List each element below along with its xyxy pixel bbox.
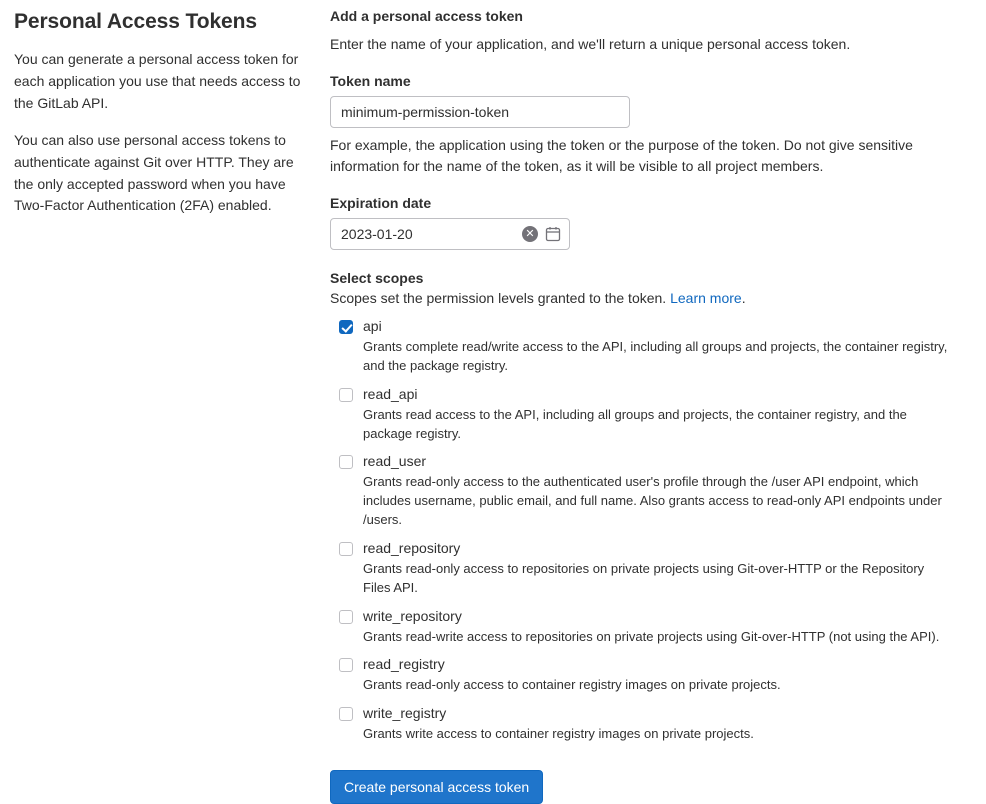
scopes-subtitle-period: . — [741, 290, 746, 306]
scope-label: write_registry — [363, 705, 447, 722]
scope-checkbox-read_registry[interactable] — [339, 658, 353, 672]
scope-label: api — [363, 318, 382, 334]
scope-checkbox-read_api[interactable] — [339, 388, 353, 402]
scope-description: Grants read-only access to container registry images on private projects. — [363, 677, 781, 693]
create-token-button[interactable]: Create personal access token — [330, 770, 543, 804]
scope-label: read_registry — [363, 656, 445, 673]
scope-description: Grants complete read/write access to the API, including all groups and projects, the container registry, and the package registry. — [363, 339, 948, 373]
expiration-date-label: Expiration date — [330, 195, 432, 211]
page-title: Personal Access Tokens — [14, 10, 257, 33]
scopes-subtitle — [330, 290, 950, 306]
scope-label: write_repository — [363, 607, 462, 624]
scope-description: Grants read-write access to repositories on private projects using Git-over-HTTP (not using the API). — [363, 628, 940, 644]
form-title: Add a personal access token — [330, 8, 523, 24]
scope-checkbox-write_registry[interactable] — [339, 707, 353, 721]
sidebar-paragraph-2: You can also use personal access tokens to authenticate against Git over HTTP. They are the only accepted password when you have Two-Factor Authentication (2FA) enabled. — [14, 132, 294, 214]
scope-item[interactable] — [330, 384, 950, 404]
scopes-title: Select scopes — [330, 270, 424, 286]
scope-item[interactable] — [330, 538, 950, 558]
scope-description: Grants write access to container registry images on private projects. — [363, 726, 754, 742]
scope-item[interactable] — [330, 451, 950, 471]
scope-checkbox-write_repository[interactable] — [339, 610, 353, 624]
token-name-label: Token name — [330, 73, 411, 89]
scope-description: Grants read-only access to repositories on private projects using Git-over-HTTP or the Repository Files API. — [363, 560, 925, 595]
scopes-subtitle-text: Scopes set the permission levels granted to the token. — [330, 290, 667, 306]
scope-item[interactable] — [330, 316, 950, 336]
scope-item[interactable] — [330, 654, 950, 674]
clear-icon[interactable]: ✕ — [522, 226, 538, 242]
scope-checkbox-api[interactable] — [339, 320, 353, 334]
form-subtitle: Enter the name of your application, and we'll return a unique personal access token. — [330, 36, 851, 52]
calendar-icon[interactable] — [545, 226, 561, 242]
scope-label: read_user — [363, 453, 427, 470]
learn-more-link[interactable]: Learn more — [670, 290, 742, 306]
sidebar-description — [0, 0, 330, 804]
scope-label: read_api — [363, 385, 418, 402]
scope-item[interactable] — [330, 703, 950, 723]
token-name-help: For example, the application using the token or the purpose of the token. Do not give sensitive information for the name of the token, as it will be visible to all project members. — [330, 137, 913, 174]
expiration-date-field — [330, 218, 570, 250]
scope-description: Grants read-only access to the authenticated user's profile through the /user API endpoint, which includes username, public email, and full name. Also grants access to read-only API endpoints under /users. — [363, 474, 942, 528]
scope-item[interactable] — [330, 606, 950, 626]
scope-description: Grants read access to the API, including all groups and projects, the container registry, and the package registry. — [363, 406, 907, 441]
token-form — [330, 0, 970, 804]
scope-label: read_repository — [363, 539, 461, 556]
scopes-list — [330, 316, 950, 744]
token-name-input[interactable] — [330, 96, 630, 128]
scope-checkbox-read_user[interactable] — [339, 455, 353, 469]
sidebar-paragraph-1: You can generate a personal access token for each application you use that needs access to the GitLab API. — [14, 51, 301, 111]
scope-checkbox-read_repository[interactable] — [339, 542, 353, 556]
